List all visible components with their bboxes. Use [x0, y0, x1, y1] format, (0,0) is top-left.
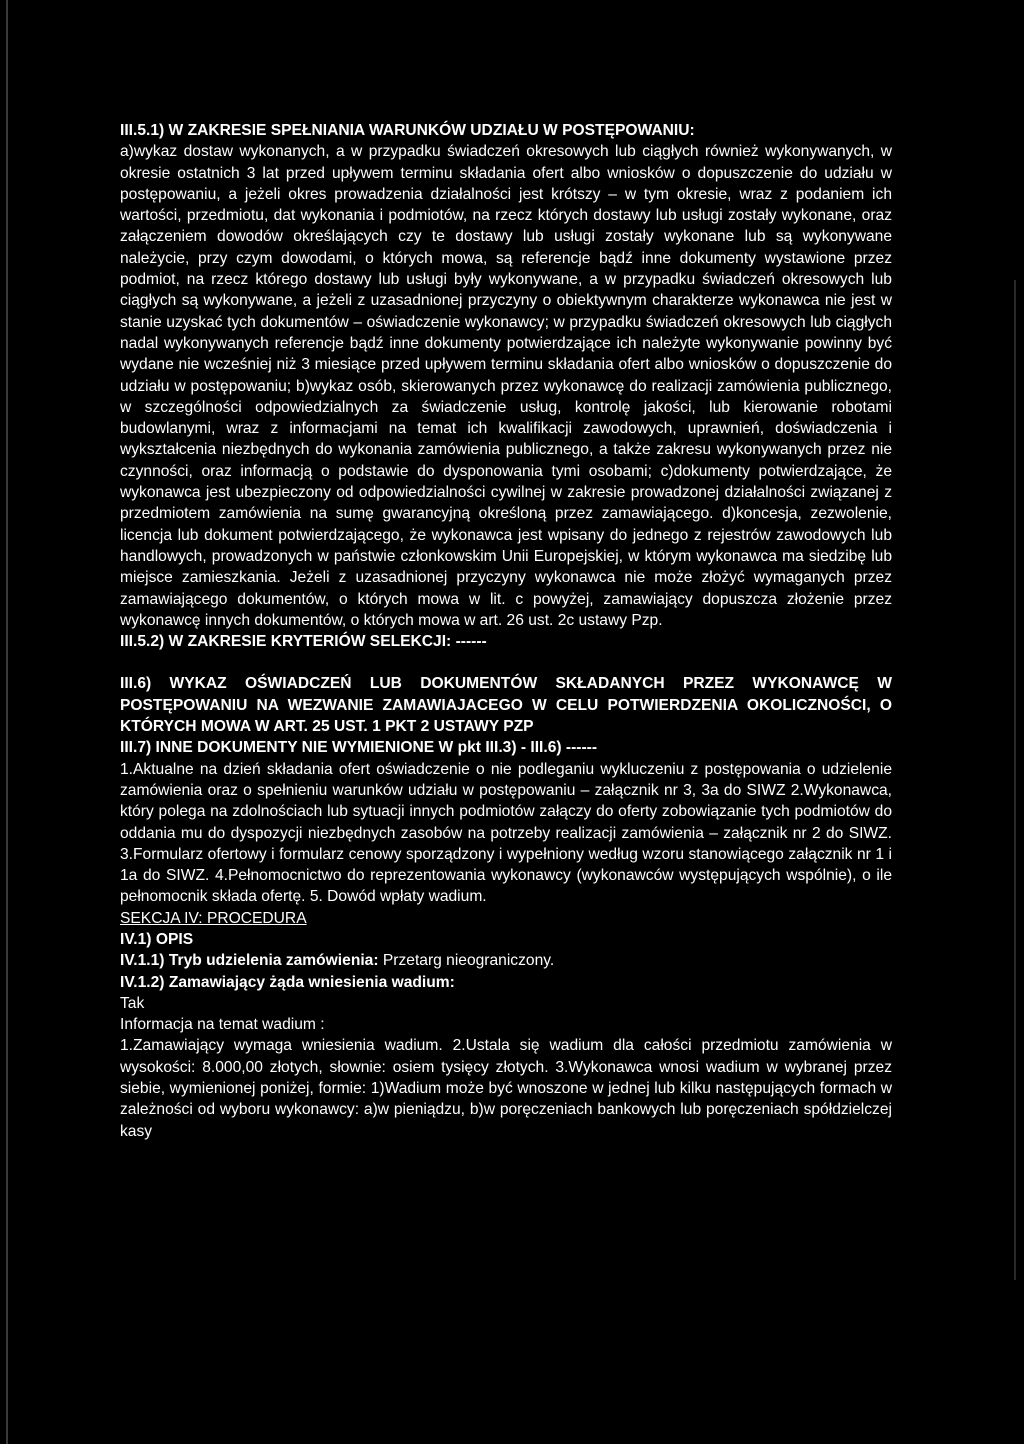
heading-iii-6: III.6) WYKAZ OŚWIADCZEŃ LUB DOKUMENTÓW SKŁADANYCH PRZEZ WYKONAWCĘ W POSTĘPOWANIU NA WEZWANIE ZAMAWIAJACEGO W CELU POTWIERDZENIA OKOLICZNOŚCI, O KTÓRYCH MOWA W ART. 25 UST. 1 PKT 2 USTAWY PZP — [120, 675, 892, 736]
tryb-value: Przetarg nieograniczony. — [378, 952, 555, 970]
heading-iii-5-2: III.5.2) W ZAKRESIE KRYTERIÓW SELEKCJI: ------ — [120, 633, 487, 651]
document-content — [120, 120, 892, 1142]
scan-edge-left — [6, 0, 8, 1444]
spacer — [120, 652, 892, 673]
section-iv-title: SEKCJA IV: PROCEDURA — [120, 909, 307, 927]
wadium-label: IV.1.2) Zamawiający żąda wniesienia wadium: — [120, 973, 455, 991]
tryb-label: IV.1.1) Tryb udzielenia zamówienia: — [120, 952, 379, 970]
wadium-value: Tak — [120, 994, 145, 1012]
heading-iii-5-1: III.5.1) W ZAKRESIE SPEŁNIANIA WARUNKÓW UDZIAŁU W POSTĘPOWANIU: — [120, 122, 695, 139]
text-iii-5-1: a)wykaz dostaw wykonanych, a w przypadku świadczeń okresowych lub ciągłych również wykonywanych, w okresie ostatnich 3 lat przed upływem terminu składania ofert albo wniosków o dopuszczenie do udziału w postępowaniu, a jeżeli okres prowadzenia działalności jest krótszy – w tym okresie, wraz z podaniem ich wartości, przedmiotu, dat wykonania i podmiotów, na rzecz których dostawy lub usługi zostały wykonane, oraz załączeniem dowodów określających czy te dostawy lub usługi zostały wykonane lub są wykonywane należycie, przy czym dowodami, o których mowa, są referencje bądź inne dokumenty wystawione przez podmiot, na rzecz którego dostawy lub usługi były wykonywane, a w przypadku świadczeń okresowych lub ciągłych są wykonywane, a jeżeli z uzasadnionej przyczyny o obiektywnym charakterze wykonawca nie jest w stanie uzyskać tych dokumentów – oświadczenie wykonawcy; w przypadku świadczeń okresowych lub ciągłych nadal wykonywanych referencje bądź inne dokumenty potwierdzające ich należyte wykonywanie powinny być wydane nie wcześniej niż 3 miesiące przed upływem terminu składania ofert albo wniosków o dopuszczenie do udziału w postępowaniu; b)wykaz osób, skierowanych przez wykonawcę do realizacji zamówienia publicznego, w szczególności odpowiedzialnych za świadczenie usług, kontrolę jakości, lub kierowanie robotami budowlanymi, wraz z informacjami na temat ich kwalifikacji zawodowych, uprawnień, doświadczenia i wykształcenia niezbędnych do wykonania zamówienia publicznego, a także zakresu wykonywanych przez nie czynności, oraz informacją o podstawie do dysponowania tymi osobami; c)dokumenty potwierdzające, że wykonawca jest ubezpieczony od odpowiedzialności cywilnej w zakresie prowadzonej działalności związanej z przedmiotem zamówienia na sumę gwarancyjną określoną przez zamawiającego. d)koncesja, zezwolenie, licencja lub dokument potwierdzającego, że wykonawca jest wpisany do jednego z rejestrów zawodowych lub handlowych, prowadzonych w państwie członkowskim Unii Europejskiej, w którym wykonawca ma siedzibę lub miejsce zamieszkania. Jeżeli z uzasadnionej przyczyny wykonawca nie może złożyć wymaganych przez zamawiającego dokumentów, o których mowa w lit. c powyżej, zamawiający dopuszcza złożenie przez wykonawcę innych dokumentów, o których mowa w art. 26 ust. 2c ustawy Pzp. — [120, 143, 892, 629]
tryb-line — [120, 950, 892, 971]
heading-iii-7: III.7) INNE DOKUMENTY NIE WYMIENIONE W pkt III.3) - III.6) ------ — [120, 739, 598, 757]
scan-edge-right — [1014, 280, 1016, 1280]
wadium-info-text: 1.Zamawiający wymaga wniesienia wadium. 2.Ustala się wadium dla całości przedmiotu zamówienia w wysokości: 8.000,00 złotych, słownie: osiem tysięcy złotych. 3.Wykonawca wnosi wadium w wybranej przez siebie, wymienionej poniżej, formie: 1)Wadium może być wnoszone w jednej lub kilku następujących formach w zależności od wyboru wykonawcy: a)w pieniądzu, b)w poręczeniach bankowych lub poręczeniach spółdzielczej kasy — [120, 1037, 892, 1140]
wadium-info-label: Informacja na temat wadium : — [120, 1016, 325, 1034]
text-iii-7: 1.Aktualne na dzień składania ofert oświadczenie o nie podleganiu wykluczeniu z postępowania o udzielenie zamówienia oraz o spełnieniu warunków udziału w postępowaniu – załącznik nr 3, 3a do SIWZ 2.Wykonawca, który polega na zdolnościach lub sytuacji innych podmiotów załączy do oferty zobowiązanie tych podmiotów do oddania mu do dyspozycji niezbędnych zasobów na potrzeby realizacji zamówienia – załącznik nr 2 do SIWZ. 3.Formularz ofertowy i formularz cenowy sporządzony i wypełniony według wzoru stanowiącego załącznik nr 1 i 1a do SIWZ. 4.Pełnomocnictwo do reprezentowania wykonawcy (wykonawców występujących wspólnie), o ile pełnomocnik składa ofertę. 5. Dowód wpłaty wadium. — [120, 760, 892, 906]
heading-iv-1: IV.1) OPIS — [120, 930, 194, 948]
